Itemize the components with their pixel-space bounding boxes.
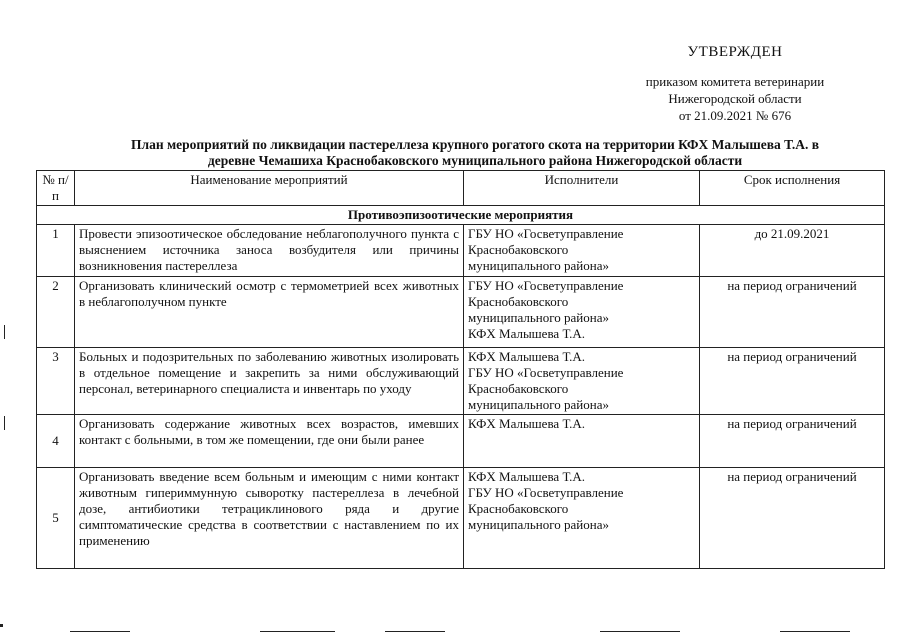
row-action: Провести эпизоотическое обследование неблагополучного пункта с выяснением источника заноса возбудителя или причины возникновения пастереллеза [75, 225, 464, 277]
executor-line: ГБУ НО «Госветуправление [468, 226, 624, 241]
table-row [37, 225, 885, 277]
executor-line: Краснобаковского [468, 501, 569, 516]
executor-line: ГБУ НО «Госветуправление [468, 485, 624, 500]
executor-line: Краснобаковского [468, 381, 569, 396]
scan-mark [4, 325, 5, 339]
executor-line: ГБУ НО «Госветуправление [468, 365, 624, 380]
table-row [37, 468, 885, 569]
decree-line: от 21.09.2021 № 676 [678, 108, 792, 123]
executor-line: муниципального района» [468, 258, 609, 273]
row-number: 2 [37, 277, 75, 348]
executor-line: КФХ Малышева Т.А. [468, 349, 585, 364]
scan-mark [70, 631, 130, 632]
table-row [37, 415, 885, 468]
table-row [37, 348, 885, 415]
row-executors [464, 468, 700, 569]
executor-line: КФХ Малышева Т.А. [468, 469, 585, 484]
executor-line: муниципального района» [468, 310, 609, 325]
row-number: 5 [37, 468, 75, 569]
row-executors [464, 277, 700, 348]
row-action: Организовать введение всем больным и имеющим с ними контакт животным гипериммунную сыворотку пастереллеза в лечебной дозе, антибиотики тетрациклинового ряда и другие симптоматические средства в соответствии с наставлением по их применению [75, 468, 464, 569]
row-number: 1 [37, 225, 75, 277]
table-row [37, 277, 885, 348]
row-number: 4 [37, 415, 75, 468]
executor-line: муниципального района» [468, 517, 609, 532]
row-action: Организовать содержание животных всех возрастов, имевших контакт с больными, в том же помещении, где они были ранее [75, 415, 464, 468]
table-header-row [37, 171, 885, 206]
section-title: Противоэпизоотические мероприятия [37, 206, 885, 225]
section-row [37, 206, 885, 225]
executor-line: Краснобаковского [468, 294, 569, 309]
row-term: на период ограничений [700, 348, 885, 415]
executor-line: муниципального района» [468, 397, 609, 412]
document-title [60, 137, 890, 169]
row-term: на период ограничений [700, 277, 885, 348]
row-number: 3 [37, 348, 75, 415]
scan-mark [4, 416, 5, 430]
column-header-executors: Исполнители [464, 171, 700, 206]
decree-line: приказом комитета ветеринарии [645, 74, 825, 89]
scan-mark [385, 631, 445, 632]
decree-line: Нижегородской области [668, 91, 802, 106]
title-line: деревне Чемашиха Краснобаковского муниципального района Нижегородской области [207, 153, 743, 168]
executor-line: КФХ Малышева Т.А. [468, 326, 585, 341]
row-executors [464, 348, 700, 415]
column-header-action: Наименование мероприятий [75, 171, 464, 206]
decree-reference [600, 73, 870, 124]
measures-table [36, 170, 885, 569]
column-header-term: Срок исполнения [700, 171, 885, 206]
executor-line: Краснобаковского [468, 242, 569, 257]
scan-mark [0, 624, 3, 627]
scan-mark [260, 631, 335, 632]
approval-heading: УТВЕРЖДЕН [687, 44, 783, 60]
executor-line: КФХ Малышева Т.А. [468, 416, 585, 431]
row-executors [464, 225, 700, 277]
row-action: Больных и подозрительных по заболеванию животных изолировать в отдельное помещение и закрепить за ними обслуживающий персонал, ветеринарного специалиста и инвентарь по уходу [75, 348, 464, 415]
executor-line: ГБУ НО «Госветуправление [468, 278, 624, 293]
scan-mark [600, 631, 680, 632]
row-term: до 21.09.2021 [700, 225, 885, 277]
column-header-number: № п/п [37, 171, 75, 206]
row-action: Организовать клинический осмотр с термометрией всех животных в неблагополучном пункте [75, 277, 464, 348]
title-line: План мероприятий по ликвидации пастереллеза крупного рогатого скота на территории КФХ Малышева Т.А. в [131, 137, 819, 152]
scan-mark [780, 631, 850, 632]
row-term: на период ограничений [700, 468, 885, 569]
row-term: на период ограничений [700, 415, 885, 468]
row-executors [464, 415, 700, 468]
